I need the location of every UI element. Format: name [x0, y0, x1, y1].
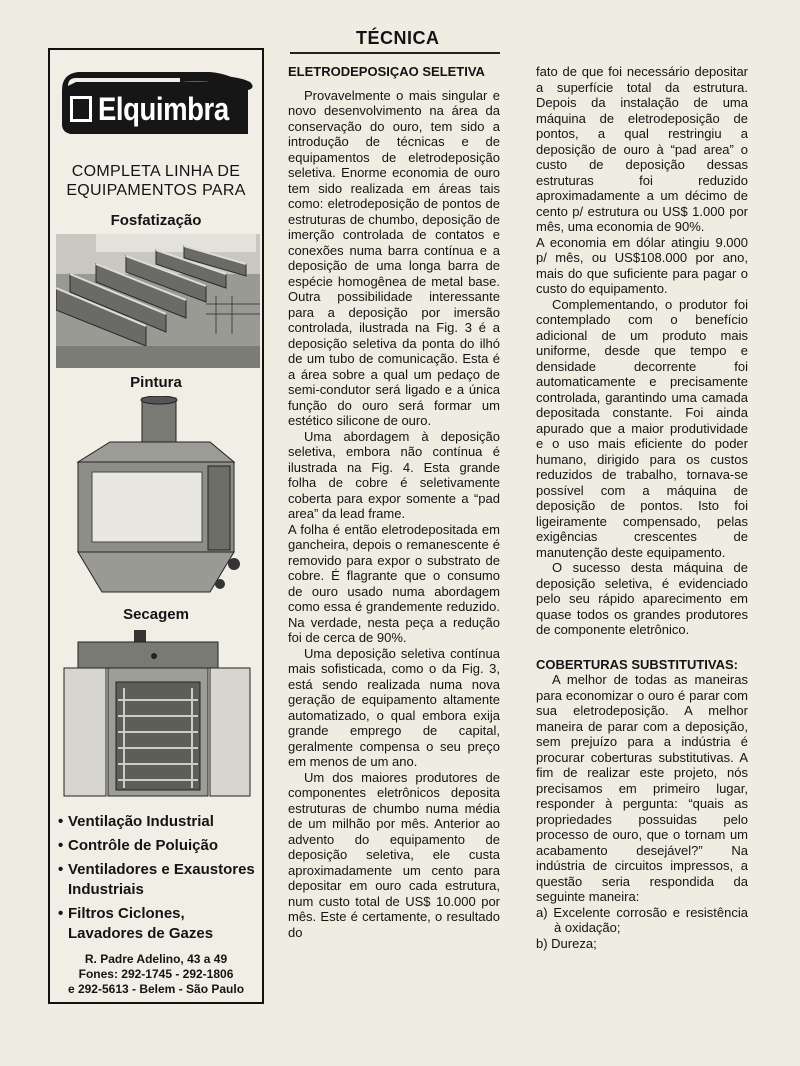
- photo-drying-oven: [60, 628, 254, 805]
- article-column-2: [536, 64, 748, 951]
- paragraph: A folha é então eletrodepositada em gancheira, depois o remanescente é removido para expor o substrato de cobre. É flagrante que o consumo de ouro usado numa abordagem como essa é grandemente reduzido. Na verdade, nesta peça a redução foi de cerca de 90%.: [288, 521, 500, 645]
- article-column-1: [288, 64, 500, 940]
- feature-item: • Ventiladores e Exaustores Industriais: [58, 861, 255, 898]
- feature-list: [58, 812, 262, 948]
- brand-logo: [60, 72, 256, 138]
- paragraph: A melhor de todas as maneiras para economizar o ouro é parar com sua eletrodeposição. A melhor maneira de parar com a deposição, sem prejuízo para a indústria é procurar coberturas substitutivas. A fim de realizar este projeto, nós precisamos em primeiro lugar, responder à pergunta: “quais as propriedades possuidas pelo processo de ouro, que o tornam um acabamento desejável?” Na indústria de circuitos impressos, a questão seria respondida da seguinte maneira:: [536, 672, 748, 904]
- list-item: b) Dureza;: [536, 935, 597, 951]
- photo-paint-booth: [70, 396, 250, 607]
- article-title: ELETRODEPOSIÇAO SELETIVA: [288, 64, 485, 79]
- category-label-secagem: Secagem: [123, 606, 189, 623]
- brand-name: Elquimbra: [98, 91, 229, 127]
- feature-item: • Filtros Ciclones, Lavadores de Gazes: [58, 905, 214, 942]
- header-rule: [290, 52, 500, 54]
- paragraph: Uma deposição seletiva contínua mais sofisticada, como o da Fig. 3, está sendo realizada numa nova geração de equipamento altamente automatizado, o qual embora exija grande emprego de capital, geralmente compensa o seu preço em menos de um ano.: [288, 645, 500, 769]
- subheading-coberturas: COBERTURAS SUBSTITUTIVAS:: [536, 656, 738, 672]
- paragraph: O sucesso desta máquina de deposição seletiva, é evidenciado pelo seu rápido aparecimento em quase todos os grandes produtores de componente eletrônico.: [536, 560, 748, 637]
- paragraph: A economia em dólar atingiu 9.000 p/ mês, ou US$108.000 por ano, mais do que suficiente para pagar o custo do equipamento.: [536, 234, 748, 296]
- ad-address: [50, 952, 262, 997]
- feature-item: • Ventilação Industrial: [58, 813, 214, 830]
- section-title: TÉCNICA: [356, 28, 440, 48]
- category-label-fosfatizacao: Fosfatização: [110, 212, 202, 229]
- feature-item: • Contrôle de Poluição: [58, 837, 219, 854]
- paragraph: Complementando, o produtor foi contemplado com o benefício adicional de um produto mais uniforme, desde que tempo e densidade decorrente foi automaticamente e precisamente controlada, garantindo uma camada depositada constante. Foi ainda apurado que a maior produtividade e o uso mais eficiente do poder humano, dirigido para os custos reduzidos de trabalho, tornava-se possível com a máquina de deposição de pontos. Isto foi ligeiramente compensado, pelas exigências crescentes de manutenção deste equipamento.: [536, 296, 748, 560]
- paragraph: Provavelmente o mais singular e novo desenvolvimento na área da conservação do ouro, tem sido a introdução de técnicas e de equipamentos de eletrodeposição seletiva. Enorme economia de ouro tem sido realizada em áreas tais como: eletrodeposição de pontos de estruturas de chumbo, deposição de imerção controlada de contatos e conexões numa barra contínua e a deposição de uma longa barra de espécie homogênea de metal base. Outra possibilidade interessante para a deposição por imersão controlada, ilustrada na Fig. 3 é a deposição seletiva da ponta do ilhó de um tubo de comunicação. Esta é a área sobre a qual um pedaço de semi-condutor será ligado e a única função do ouro será formar um estético silicone de ouro.: [288, 87, 500, 428]
- phone-line: Fones: 292-1745 - 292-1806: [78, 967, 234, 981]
- paragraph: Uma abordagem à deposição seletiva, embora não contínua é ilustrada na Fig. 4. Esta grande folha de cobre é seletivamente coberta para expor somente a “pad area” da lead frame.: [288, 428, 500, 521]
- advertisement-box: [48, 48, 264, 1004]
- category-label-pintura: Pintura: [130, 374, 182, 391]
- ad-tagline: COMPLETA LINHA DE EQUIPAMENTOS PARA: [66, 163, 246, 199]
- photo-phosphating-tanks: [56, 234, 260, 373]
- address-line: R. Padre Adelino, 43 a 49: [84, 952, 228, 966]
- list-item: a) Excelente corrosão e resistência à oxidação;: [536, 904, 748, 935]
- paragraph: fato de que foi necessário depositar a superfície total da estrutura. Depois da instalação de uma máquina de eletrodeposição de pontos, a qual restringiu a deposição de ouro à “pad area” o custo de deposição dessas estruturas foi reduzido aproximadamente a um décimo de cento p/ estrutura ou US$ 1.000 por mês, uma economia de 90%.: [536, 64, 748, 234]
- paragraph: Um dos maiores produtores de componentes eletrônicos deposita estruturas de chumbo numa média de um milhão por mês. Anterior ao advento do equipamento de deposição seletiva, ele custa aproximadamente um cento para depositar em ouro cada estrutura, num custo total de US$ 10.000 por mês. Este é certamente, o resultado do: [288, 769, 500, 940]
- address-city-line: e 292-5613 - Belem - São Paulo: [67, 982, 245, 996]
